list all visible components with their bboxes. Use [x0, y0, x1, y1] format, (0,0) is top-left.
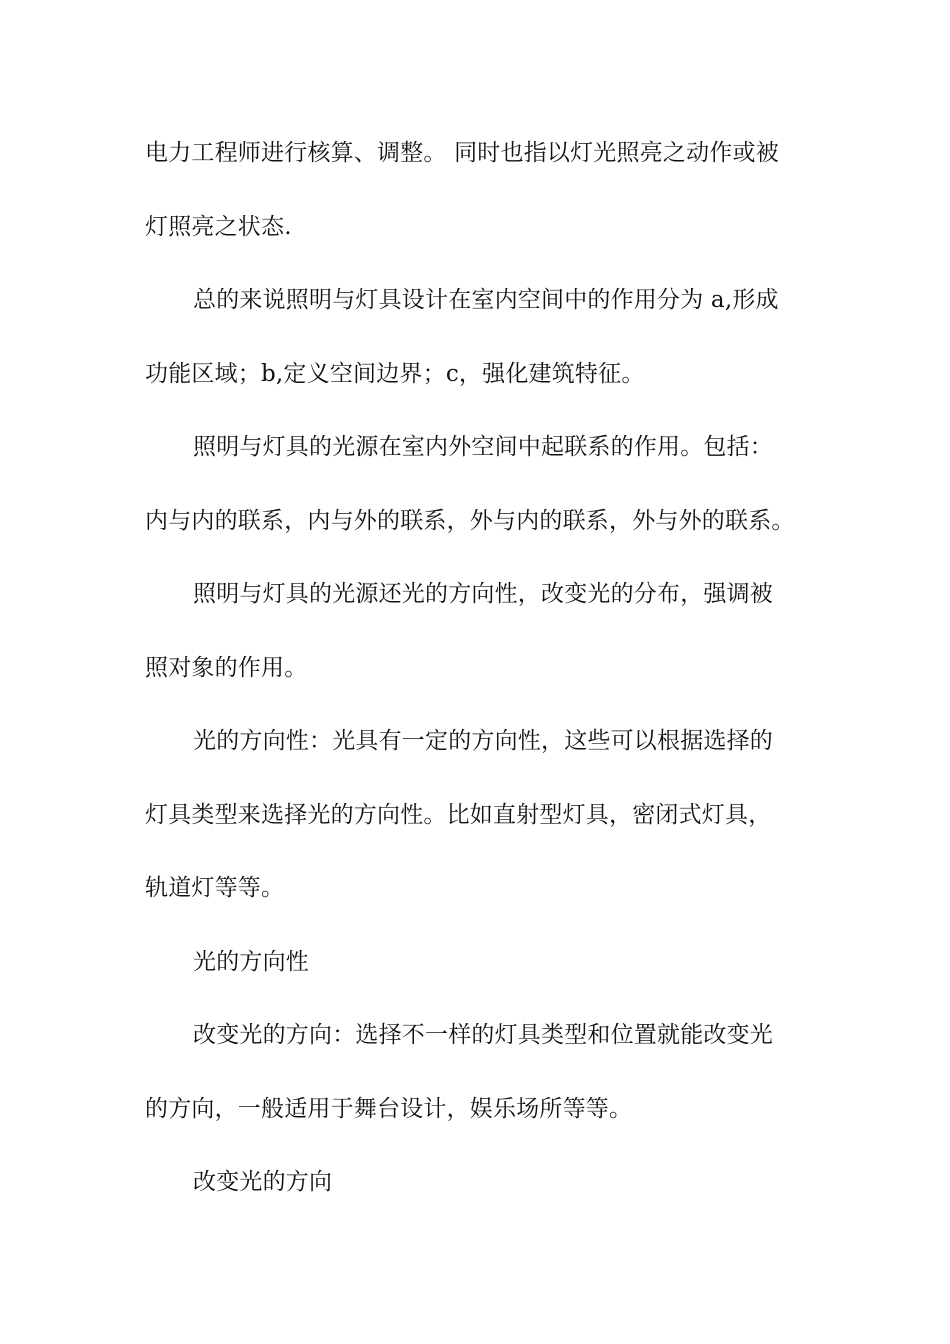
- text-line: 轨道灯等等。: [145, 875, 285, 901]
- text-line: 照明与灯具的光源在室内外空间中起联系的作用。包括：: [193, 434, 773, 460]
- text-line: 功能区域；b,定义空间边界；c，强化建筑特征。: [145, 360, 645, 387]
- section-heading: 光的方向性: [193, 948, 309, 975]
- text-line: 照对象的作用。: [145, 654, 308, 681]
- text-line: 灯照亮之状态.: [145, 213, 292, 240]
- text-line: 灯具类型来选择光的方向性。比如直射型灯具，密闭式灯具，: [145, 801, 772, 828]
- text-line: 的方向，一般适用于舞台设计，娱乐场所等等。: [145, 1095, 633, 1122]
- text-line: 内与内的联系，内与外的联系，外与内的联系，外与外的联系。: [145, 507, 795, 534]
- text-line: 改变光的方向：选择不一样的灯具类型和位置就能改变光: [193, 1022, 773, 1048]
- text-line: 电力工程师进行核算、调整。 同时也指以灯光照亮之动作或被: [145, 140, 779, 166]
- document-body: [145, 128, 810, 1231]
- text-line: 光的方向性：光具有一定的方向性，这些可以根据选择的: [193, 728, 773, 754]
- section-heading: 改变光的方向: [193, 1169, 333, 1195]
- text-line: 总的来说照明与灯具设计在室内空间中的作用分为 a,形成: [193, 287, 779, 313]
- text-line: 照明与灯具的光源还光的方向性，改变光的分布，强调被: [193, 581, 773, 607]
